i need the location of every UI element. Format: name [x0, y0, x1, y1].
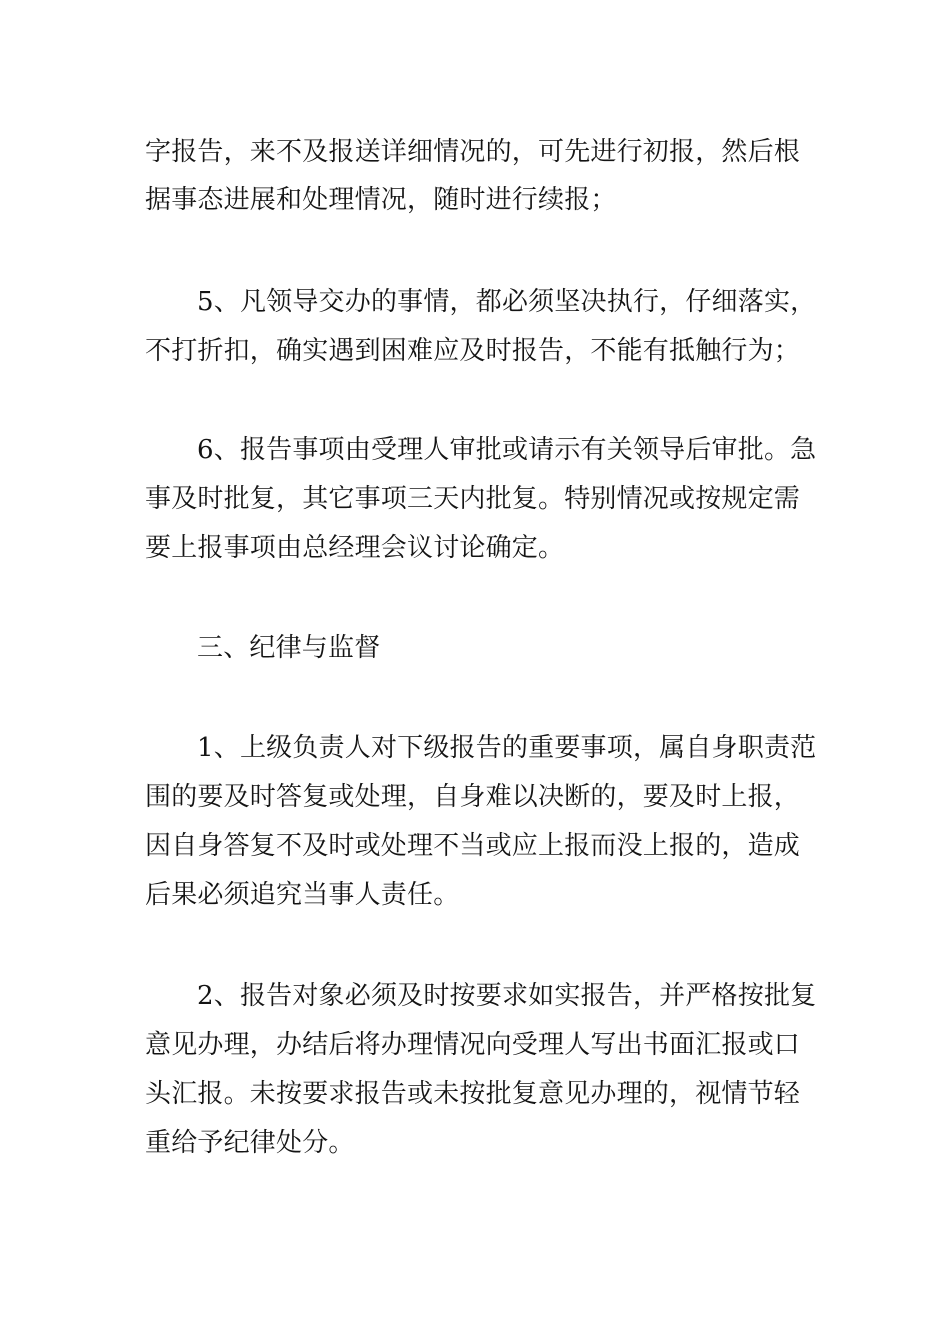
text-line: 事及时批复，其它事项三天内批复。特别情况或按规定需 [145, 484, 801, 514]
text-line: 字报告，来不及报送详细情况的，可先进行初报，然后根 [145, 137, 801, 167]
paragraph-2-start: 2、报告对象必须及时按要求如实报告，并严格按批复 [197, 981, 817, 1011]
paragraph-6-start: 6、报告事项由受理人审批或请示有关领导后审批。急 [197, 435, 817, 465]
text-line: 据事态进展和处理情况，随时进行续报； [145, 185, 617, 215]
text-line: 不打折扣，确实遇到困难应及时报告，不能有抵触行为； [145, 336, 801, 366]
text-line: 头汇报。未按要求报告或未按批复意见办理的，视情节轻 [145, 1079, 801, 1109]
text-line: 因自身答复不及时或处理不当或应上报而没上报的，造成 [145, 831, 801, 861]
paragraph-5-start: 5、凡领导交办的事情，都必须坚决执行，仔细落实， [197, 287, 817, 317]
text-line: 后果必须追究当事人责任。 [145, 880, 460, 910]
text-line: 要上报事项由总经理会议讨论确定。 [145, 533, 565, 563]
text-line: 意见办理，办结后将办理情况向受理人写出书面汇报或口 [145, 1030, 801, 1060]
section-heading: 三、纪律与监督 [197, 633, 381, 663]
text-line: 围的要及时答复或处理，自身难以决断的，要及时上报， [145, 782, 801, 812]
text-line: 重给予纪律处分。 [145, 1128, 355, 1158]
paragraph-1-start: 1、上级负责人对下级报告的重要事项，属自身职责范 [197, 733, 817, 763]
